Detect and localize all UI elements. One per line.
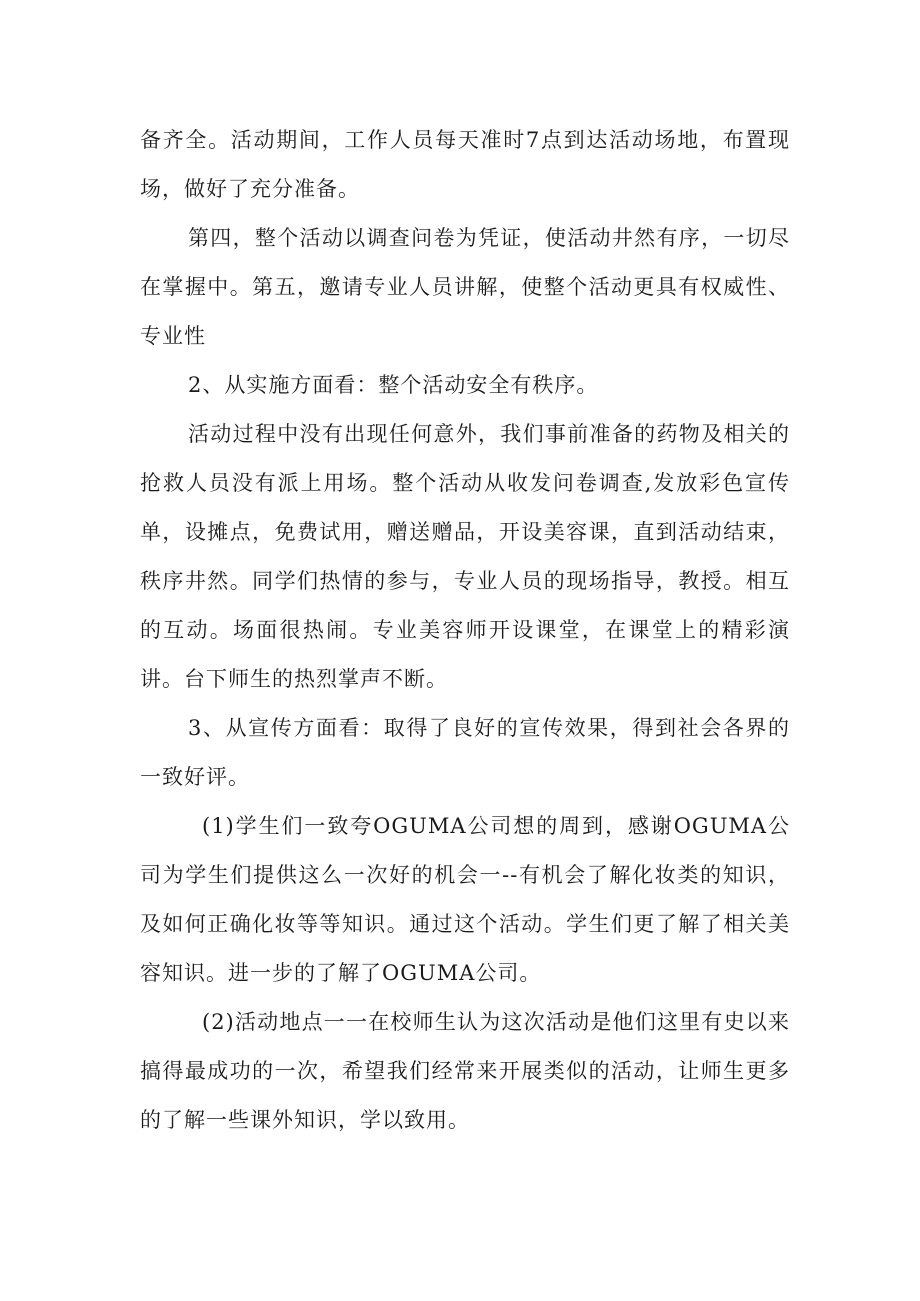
- heading-publicity: 3、从宣传方面看：取得了良好的宣传效果，得到社会各界的一致好评。: [140, 716, 790, 789]
- paragraph-point-1: (1)学生们一致夸OGUMA公司想的周到，感谢OGUMA公司为学生们提供这么一次好的机会一--有机会了解化妆类的知识，及如何正确化妆等等知识。通过这个活动。学生们更了解了相关美容知识。进一步的了解了OGUMA公司。: [140, 814, 790, 985]
- paragraph-points-four-five: 第四，整个活动以调查问卷为凭证，使活动井然有序，一切尽在掌握中。第五，邀请专业人员讲解，使整个活动更具有权威性、专业性: [140, 226, 790, 348]
- paragraph-point-2: (2)活动地点一一在校师生认为这次活动是他们这里有史以来搞得最成功的一次，希望我们经常来开展类似的活动，让师生更多的了解一些课外知识，学以致用。: [140, 1010, 790, 1132]
- paragraph-implementation-detail: 活动过程中没有出现任何意外，我们事前准备的药物及相关的抢救人员没有派上用场。整个活动从收发问卷调查,发放彩色宣传单，设摊点，免费试用，赠送赠品，开设美容课，直到活动结束，秩序井然。同学们热情的参与，专业人员的现场指导，教授。相互的互动。场面很热闹。专业美容师开设课堂，在课堂上的精彩演讲。台下师生的热烈掌声不断。: [140, 422, 790, 691]
- document-body: [140, 116, 790, 1145]
- heading-implementation: 2、从实施方面看：整个活动安全有秩序。: [188, 373, 599, 397]
- paragraph-continuation: 备齐全。活动期间，工作人员每天准时7点到达活动场地，布置现场，做好了充分准备。: [140, 128, 790, 201]
